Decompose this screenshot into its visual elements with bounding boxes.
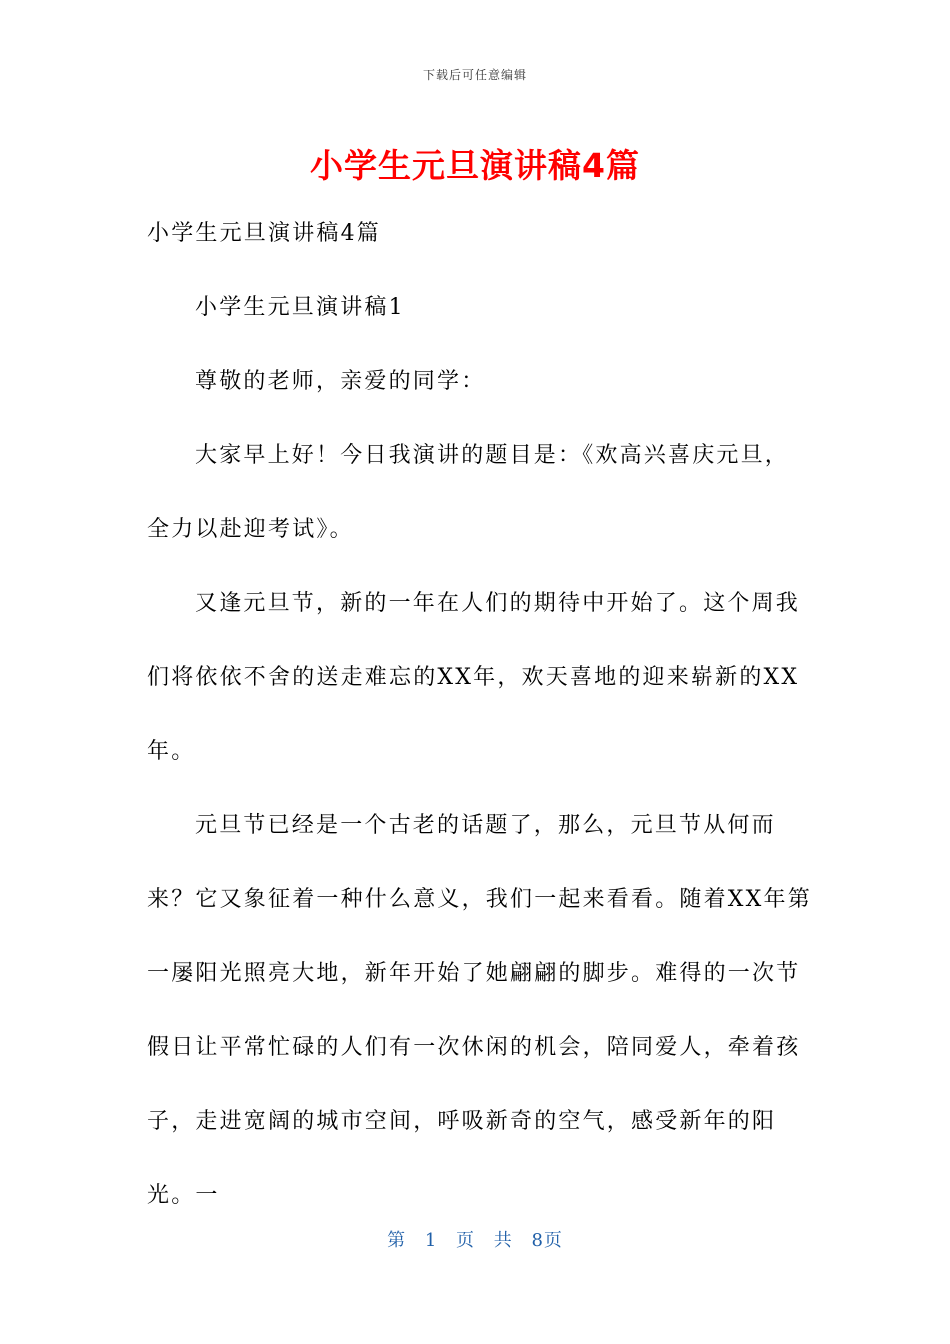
paragraph-0: 小学生元旦演讲稿4篇 <box>147 221 381 246</box>
header-note: 下载后可任意编辑 <box>422 68 527 82</box>
paragraph-3: 大家早上好！今日我演讲的题目是：《欢高兴喜庆元旦，全力以赴迎考试》。 <box>147 443 790 542</box>
footer-total-pages: 8页 <box>531 1230 563 1251</box>
paragraph-4: 又逢元旦节，新的一年在人们的期待中开始了。这个周我们将依依不舍的送走难忘的XX年，欢天喜地的迎来崭新的XX年。 <box>147 591 801 764</box>
document-body <box>147 197 813 1233</box>
page-footer <box>0 1226 950 1252</box>
document-title: 小学生元旦演讲稿4篇 <box>310 146 640 185</box>
paragraph-1: 小学生元旦演讲稿1 <box>195 295 405 320</box>
footer-page-word: 页 <box>456 1230 475 1251</box>
footer-current-page: 1 <box>424 1230 438 1251</box>
paragraph-5: 元旦节已经是一个古老的话题了，那么，元旦节从何而来？它又象征着一种什么意义，我们一起来看看。随着XX年第一屡阳光照亮大地，新年开始了她翩翩的脚步。难得的一次节假日让平常忙碌的人们有一次休闲的机会，陪同爱人，牵着孩子，走进宽阔的城市空间，呼吸新奇的空气，感受新年的阳光。一 <box>147 813 812 1208</box>
footer-prefix: 第 <box>387 1230 407 1251</box>
footer-total-word: 共 <box>493 1230 513 1251</box>
paragraph-2: 尊敬的老师，亲爱的同学： <box>195 369 486 394</box>
